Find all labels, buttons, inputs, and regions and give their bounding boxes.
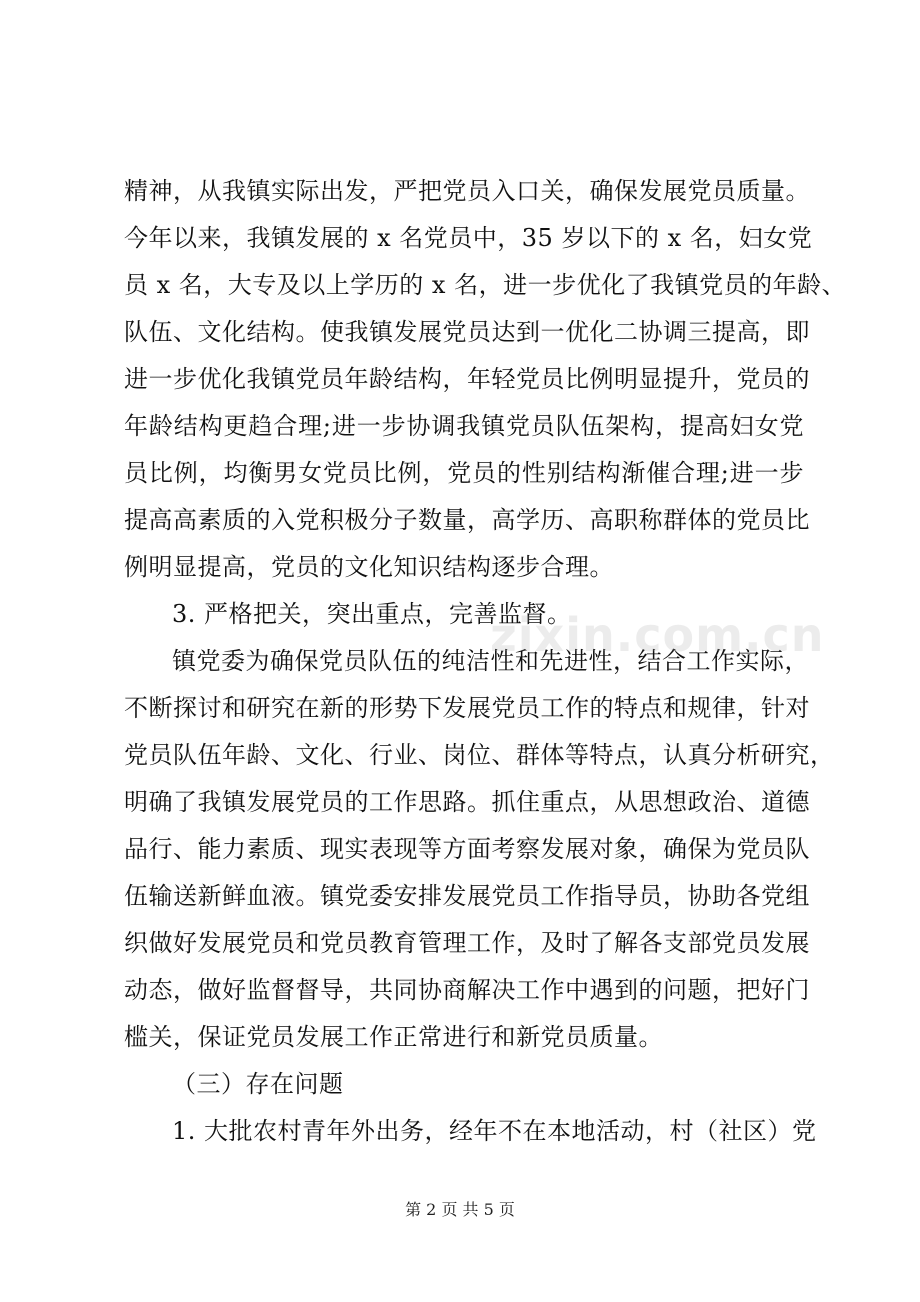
section-heading: 3. 严格把关，突出重点，完善监督。 — [172, 600, 572, 628]
text-line: 年龄结构更趋合理;进一步协调我镇党员队伍架构，提高妇女党 — [124, 412, 804, 440]
text-line: 党员队伍年龄、文化、行业、岗位、群体等特点，认真分析研究， — [124, 741, 835, 769]
text-line: 动态，做好监督督导，共同协商解决工作中遇到的问题，把好门 — [124, 976, 810, 1004]
watermark: zixin.com.cn — [490, 608, 825, 662]
text-line: 员比例，均衡男女党员比例，党员的性别结构渐催合理;进一步 — [124, 459, 804, 487]
text-line: 槛关，保证党员发展工作正常进行和新党员质量。 — [124, 1023, 663, 1051]
text-line: 进一步优化我镇党员年龄结构，年轻党员比例明显提升，党员的 — [124, 365, 810, 393]
text-line: 精神，从我镇实际出发，严把党员入口关，确保发展党员质量。 — [124, 177, 810, 205]
text-line: 镇党委为确保党员队伍的纯洁性和先进性，结合工作实际， — [172, 647, 809, 675]
text-line: 伍输送新鲜血液。镇党委安排发展党员工作指导员，协助各党组 — [124, 882, 810, 910]
text-line: 织做好发展党员和党员教育管理工作，及时了解各支部党员发展 — [124, 929, 810, 957]
text-line: 员 x 名，大专及以上学历的 x 名，进一步优化了我镇党员的年龄、 — [124, 271, 847, 299]
body-text — [124, 168, 847, 1155]
page-footer: 第 2 页 共 5 页 — [405, 1200, 515, 1219]
text-line: 品行、能力素质、现实表现等方面考察发展对象，确保为党员队 — [124, 835, 810, 863]
text-line: 明确了我镇发展党员的工作思路。抓住重点，从思想政治、道德 — [124, 788, 810, 816]
text-line: 不断探讨和研究在新的形势下发展党员工作的特点和规律，针对 — [124, 694, 810, 722]
text-line: 例明显提高，党员的文化知识结构逐步合理。 — [124, 553, 614, 581]
text-line: 今年以来，我镇发展的 x 名党员中，35 岁以下的 x 名，妇女党 — [124, 224, 813, 252]
text-line: 1. 大批农村青年外出务，经年不在本地活动，村（社区）党 — [172, 1117, 817, 1145]
text-line: 队伍、文化结构。使我镇发展党员达到一优化二协调三提高，即 — [124, 318, 810, 346]
text-line: 提高高素质的入党积极分子数量，高学历、高职称群体的党员比 — [124, 506, 810, 534]
section-heading: （三）存在问题 — [172, 1070, 344, 1098]
